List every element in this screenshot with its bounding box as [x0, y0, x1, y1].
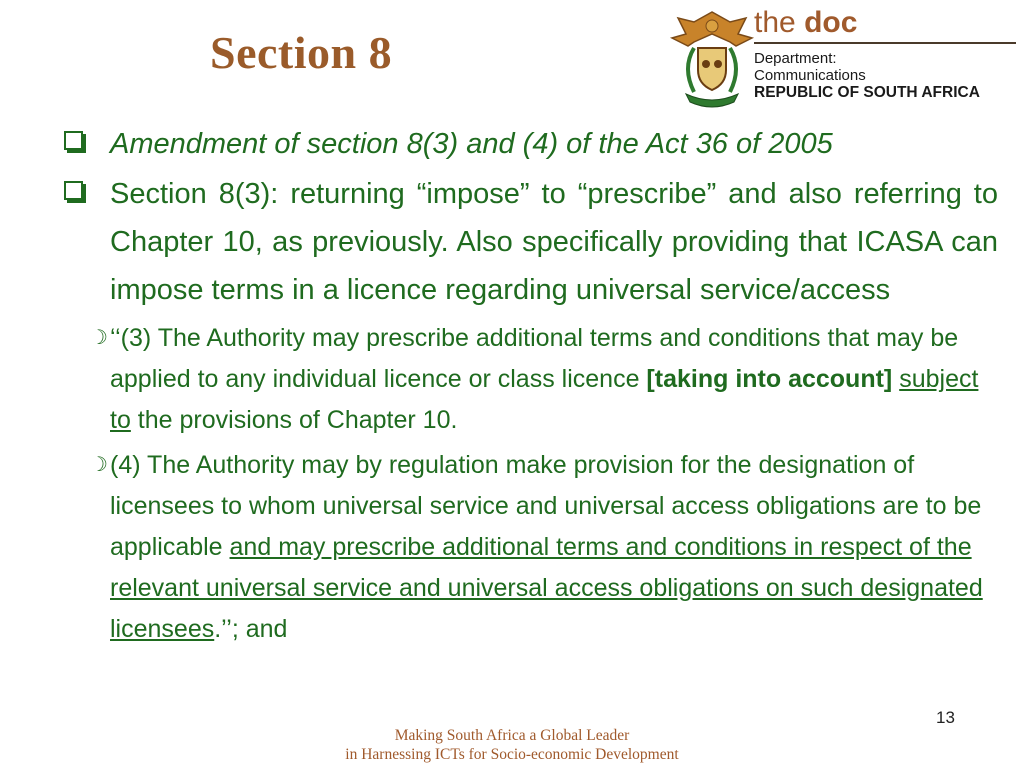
- slide-title: Section 8: [210, 27, 393, 78]
- page-number: 13: [936, 708, 955, 727]
- slide-body: [62, 120, 998, 650]
- square-bullet-icon: [64, 131, 83, 150]
- footer-tagline: [0, 726, 1024, 764]
- bullet-text: Amendment of section 8(3) and (4) of the Act 36 of 2005: [110, 128, 833, 160]
- bullet-section-8-3: [62, 170, 998, 314]
- sub-text: the provisions of Chapter 10.: [130, 406, 458, 434]
- moon-bullet-icon: ☽: [90, 327, 108, 349]
- sub-text: ‘‘(3) The Authority may prescribe additional terms and conditions that may be applied to any individual licence or class licence: [110, 324, 959, 393]
- inserted-text: and may prescribe additional terms and conditions in respect of the relevant universal service and universal access obligations on such designated licensees: [110, 533, 983, 643]
- inserted-text: subject to: [110, 365, 979, 434]
- sub-bullet-subsection-3: [90, 318, 998, 441]
- org-communications: Communications: [754, 67, 866, 84]
- bullet-amendment: [62, 120, 998, 168]
- sub-bullet-subsection-4: [90, 445, 998, 650]
- deleted-text: [taking into account]: [646, 365, 893, 393]
- org-country: REPUBLIC OF SOUTH AFRICA: [754, 84, 980, 101]
- bullet-text: Section 8(3): returning “impose” to “prescribe” and also referring to Chapter 10, as previously. Also specifically providing that ICASA can impose terms in a licence regarding universal service/access: [110, 178, 998, 306]
- footer-line-2: in Harnessing ICTs for Socio-economic Development: [345, 746, 679, 763]
- moon-bullet-icon: ☽: [90, 454, 108, 476]
- sub-text: .’’; and: [214, 615, 288, 643]
- org-department: Department:: [754, 50, 837, 67]
- logo-the: the: [754, 6, 796, 39]
- logo-divider: [754, 42, 1016, 44]
- sub-text: (4) The Authority may by regulation make provision for the designation of licensees to whom universal service and universal access obligations are to be applicable: [110, 451, 982, 561]
- square-bullet-icon: [64, 181, 83, 200]
- logo-doc: doc: [804, 6, 858, 39]
- coat-of-arms-icon: [664, 4, 760, 110]
- department-logo-text: [754, 6, 1016, 101]
- footer-line-1: Making South Africa a Global Leader: [394, 727, 630, 744]
